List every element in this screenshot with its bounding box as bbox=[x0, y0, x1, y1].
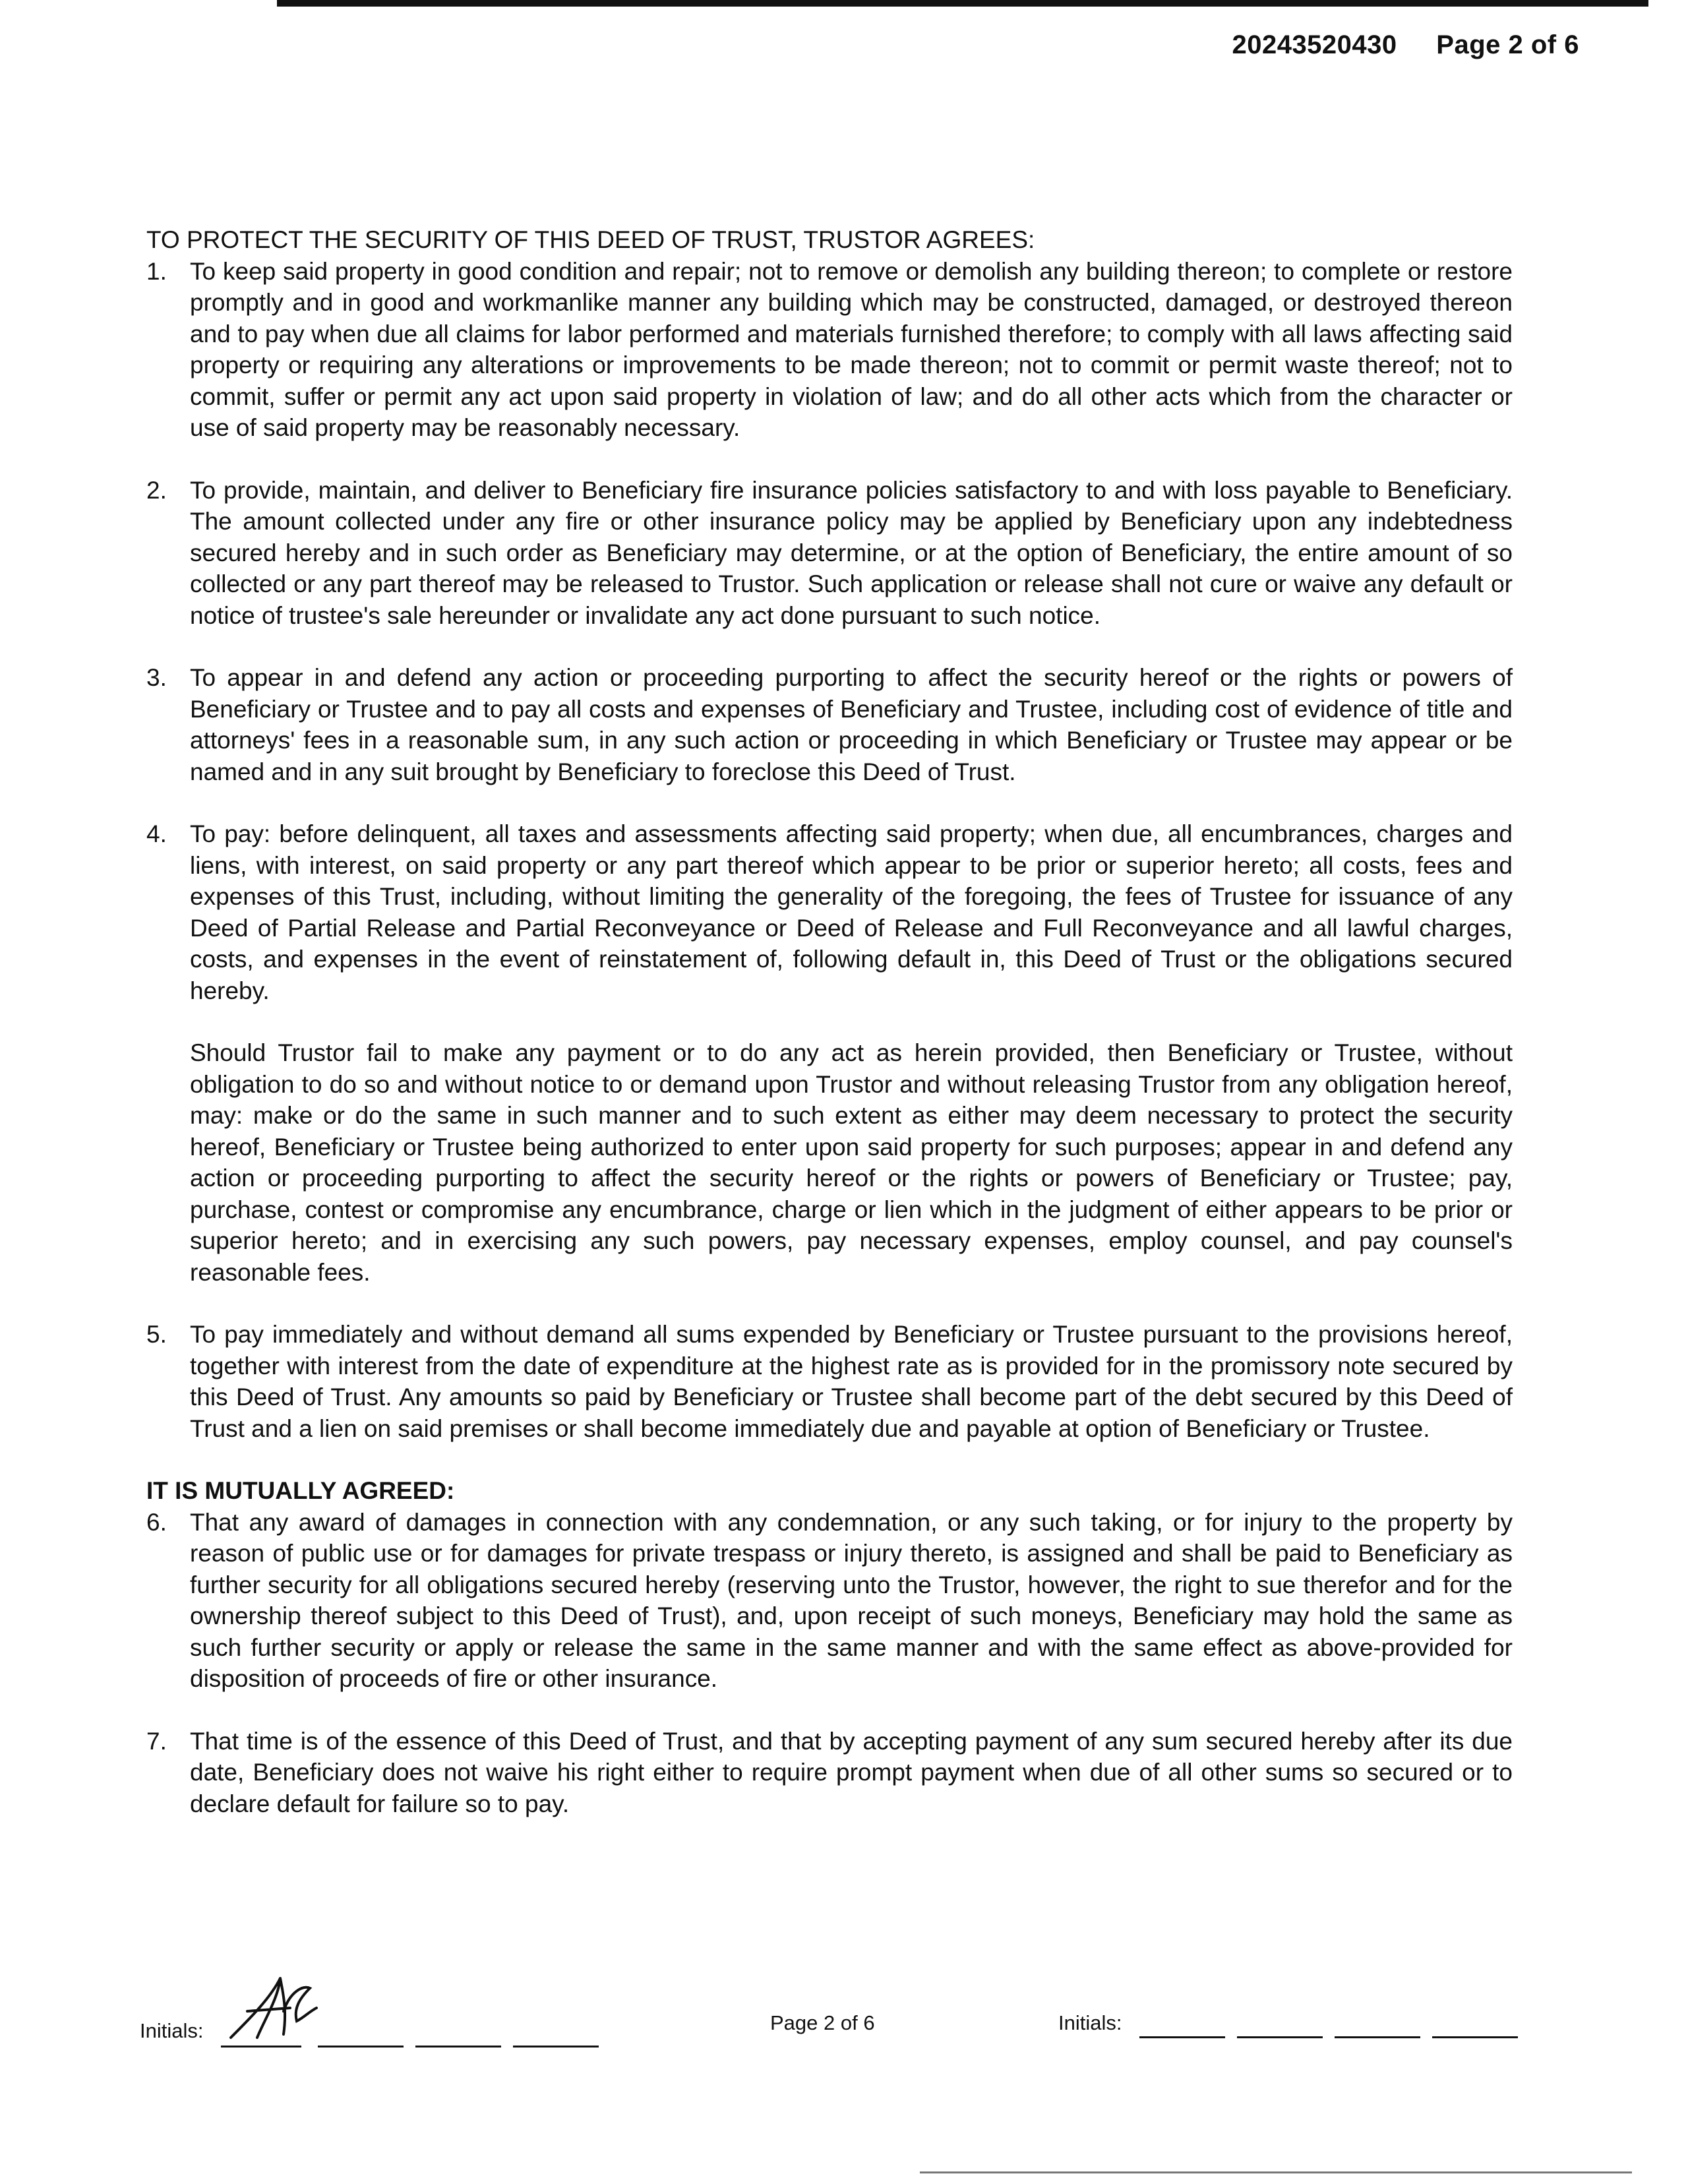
initials-line bbox=[1139, 2036, 1225, 2038]
initials-line bbox=[1335, 2036, 1420, 2038]
clause-number: 3. bbox=[146, 664, 167, 691]
section-title-trustor-agrees: TO PROTECT THE SECURITY OF THIS DEED OF TRUST, TRUSTOR AGREES: bbox=[146, 226, 1035, 253]
clause-text: To provide, maintain, and deliver to Beneficiary fire insurance policies satisfactory to and with loss payable to Beneficiary. The amount collected under any fire or other insurance policy may be applied by Beneficiary upon any indebtedness secured hereby and in such order as Beneficiary may determine, or at the option of Beneficiary, the entire amount of so collected or any part thereof may be released to Trustor. Such application or release shall not cure or waive any default or notice of trustee's sale hereunder or invalidate any act done pursuant to such notice. bbox=[190, 476, 1513, 629]
initials-line bbox=[1237, 2036, 1323, 2038]
clause-text: To pay: before delinquent, all taxes and assessments affecting said property; when due, all encumbrances, charges and liens, with interest, on said property or any part thereof which appear to be prior or superior hereto; all costs, fees and expenses of this Trust, including, without limiting the generality of the foregoing, the fees of Trustee for issuance of any Deed of Partial Release and Partial Reconveyance or Deed of Release and Full Reconveyance and all lawful charges, costs, and expenses in the event of reinstatement of, following default in, this Deed of Trust or the obligations secured hereby. bbox=[190, 820, 1513, 1004]
initials-line bbox=[1432, 2036, 1518, 2038]
document-body bbox=[146, 224, 1513, 1819]
clause-1 bbox=[146, 256, 1513, 444]
document-number: 20243520430 bbox=[1232, 30, 1397, 59]
initials-right-label: Initials: bbox=[1058, 2011, 1122, 2034]
clause-text: To pay immediately and without demand all sums expended by Beneficiary or Trustee pursuant to the provisions hereof, together with interest from the date of expenditure at the highest rate as is provided for in the promissory note secured by this Deed of Trust. Any amounts so paid by Beneficiary or Trustee shall become part of the debt secured by this Deed of Trust and a lien on said premises or shall become immediately due and payable at option of Beneficiary or Trustee. bbox=[190, 1321, 1513, 1442]
header-page-label: Page 2 of 6 bbox=[1436, 30, 1579, 59]
clause-7 bbox=[146, 1726, 1513, 1820]
initials-line bbox=[415, 2046, 501, 2048]
clause-number: 2. bbox=[146, 476, 167, 504]
clause-6 bbox=[146, 1507, 1513, 1695]
clause-text: That time is of the essence of this Deed of Trust, and that by accepting payment of any sum secured hereby after its due date, Beneficiary does not waive his right either to require prompt payment when due of all other sums so secured or to declare default for failure so to pay. bbox=[190, 1727, 1513, 1817]
page-footer bbox=[0, 2005, 1688, 2057]
initials-line bbox=[221, 2046, 301, 2048]
clause-5 bbox=[146, 1319, 1513, 1444]
handwritten-initials-signature bbox=[218, 1972, 323, 2051]
signature-stroke bbox=[231, 1978, 316, 2038]
initials-left-label: Initials: bbox=[140, 2019, 204, 2042]
page-header bbox=[1232, 30, 1579, 60]
clause-text: That any award of damages in connection with any condemnation, or any such taking, or for injury to the property by reason of public use or for damages for private trespass or injury thereto, is assigned and shall be paid to Beneficiary as further security for all obligations secured hereby (reserving unto the Trustor, however, the right to sue therefor and for the ownership thereof subject to this Deed of Trust), and, upon receipt of such moneys, Beneficiary may hold the same as such further security or apply or release the same in the same manner and with the same effect as above-provided for disposition of proceeds of fire or other insurance. bbox=[190, 1508, 1513, 1692]
clause-number: 4. bbox=[146, 820, 167, 847]
clause-number: 5. bbox=[146, 1321, 167, 1348]
clause-text: To appear in and defend any action or proceeding purporting to affect the security hereof or the rights or powers of Beneficiary or Trustee and to pay all costs and expenses of Beneficiary and Trustee, including cost of evidence of title and attorneys' fees in a reasonable sum, in any such action or proceeding in which Beneficiary or Trustee may appear or be named and in any suit brought by Beneficiary to foreclose this Deed of Trust. bbox=[190, 664, 1513, 785]
clause-3 bbox=[146, 662, 1513, 787]
clause-text: To keep said property in good condition and repair; not to remove or demolish any building thereon; to complete or restore promptly and in good and workmanlike manner any building which may be constructed, damaged, or destroyed thereon and to pay when due all claims for labor performed and materials furnished therefore; to comply with all laws affecting said property or requiring any alterations or improvements to be made thereon; not to commit or permit waste thereof; not to commit, suffer or permit any act upon said property in violation of law; and do all other acts which from the character or use of said property may be reasonably necessary. bbox=[190, 257, 1513, 441]
clause-number: 1. bbox=[146, 257, 167, 285]
footer-page-label: Page 2 of 6 bbox=[770, 2011, 875, 2034]
clause-2 bbox=[146, 475, 1513, 632]
initials-line bbox=[318, 2046, 404, 2048]
clause-4 bbox=[146, 818, 1513, 1006]
clause-number: 7. bbox=[146, 1727, 167, 1755]
section-title-mutually-agreed: IT IS MUTUALLY AGREED: bbox=[146, 1477, 455, 1504]
bottom-rule bbox=[920, 2171, 1632, 2173]
clause-number: 6. bbox=[146, 1508, 167, 1536]
top-rule bbox=[277, 0, 1648, 7]
clause-4-continuation: Should Trustor fail to make any payment or to do any act as herein provided, then Beneficiary or Trustee, without obligation to do so and without notice to or demand upon Trustor and without releasing Trustor from any obligation hereof, may: make or do the same in such manner and to such extent as either may deem necessary to protect the security hereof, Beneficiary or Trustee being authorized to enter upon said property for such purposes; appear in and defend any action or proceeding purporting to affect the security hereof or the rights or powers of Beneficiary or Trustee; pay, purchase, contest or compromise any encumbrance, charge or lien which in the judgment of either appears to be prior or superior hereto; and in exercising any such powers, pay necessary expenses, employ counsel, and pay counsel's reasonable fees. bbox=[190, 1039, 1513, 1286]
initials-line bbox=[513, 2046, 599, 2048]
